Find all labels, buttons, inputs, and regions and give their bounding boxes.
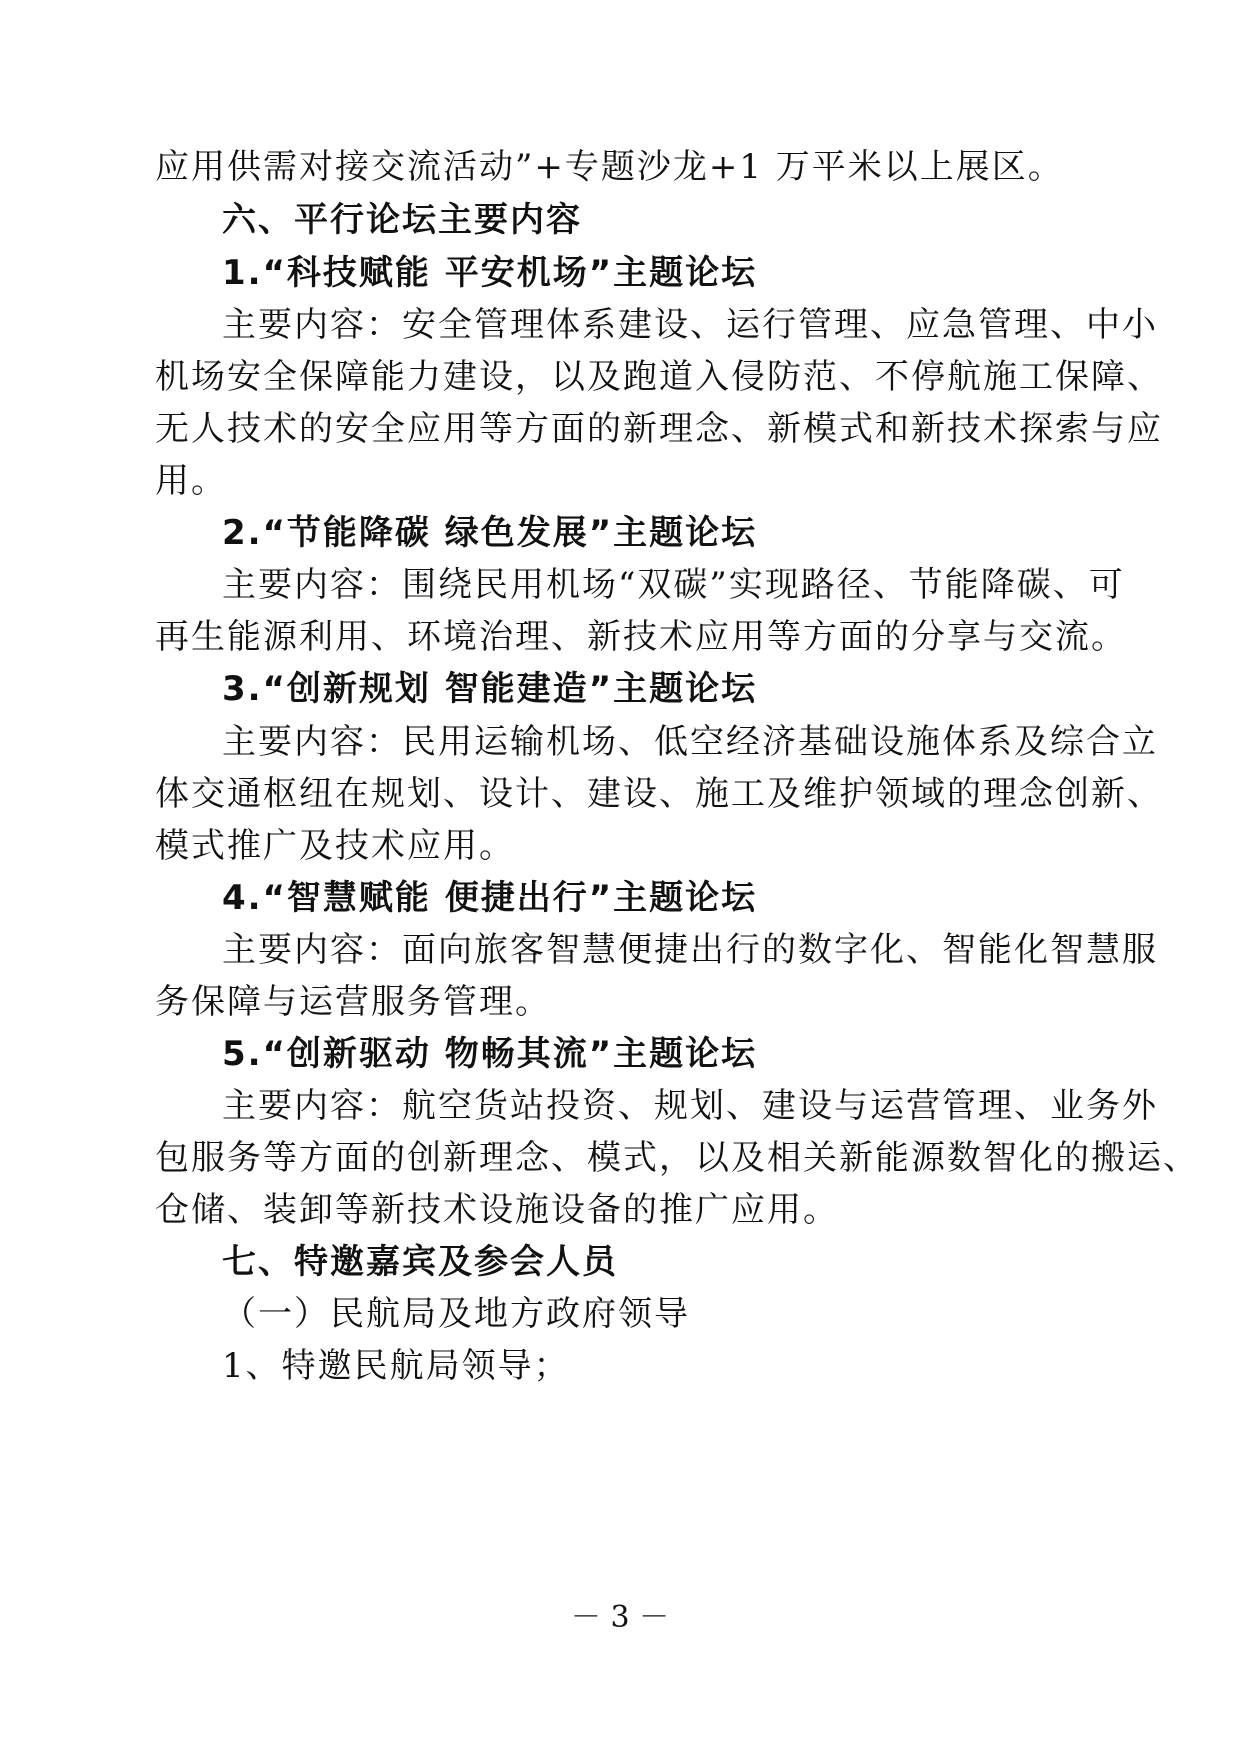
paragraph-line: 主要内容：面向旅客智慧便捷出行的数字化、智能化智慧服	[222, 930, 1158, 970]
list-item: 1、特邀民航局领导；	[222, 1346, 570, 1386]
section-heading-six: 六、平行论坛主要内容	[222, 200, 582, 240]
subsection-heading: （一）民航局及地方政府领导	[222, 1294, 690, 1334]
paragraph-line: 主要内容：航空货站投资、规划、建设与运营管理、业务外	[222, 1086, 1158, 1126]
paragraph-line: 主要内容：安全管理体系建设、运行管理、应急管理、中小	[222, 305, 1158, 345]
paragraph-line: 应用供需对接交流活动”+专题沙龙+1 万平米以上展区。	[155, 147, 1064, 187]
paragraph-line: 用。	[155, 461, 227, 501]
forum-title-3: 3.“创新规划 智能建造”主题论坛	[222, 669, 758, 709]
paragraph-line: 再生能源利用、环境治理、新技术应用等方面的分享与交流。	[155, 617, 1127, 657]
paragraph-line: 主要内容：围绕民用机场“双碳”实现路径、节能降碳、可	[222, 565, 1125, 605]
page-number: － 3 －	[570, 1600, 670, 1635]
paragraph-line: 机场安全保障能力建设，以及跑道入侵防范、不停航施工保障、	[155, 357, 1163, 397]
paragraph-line: 无人技术的安全应用等方面的新理念、新模式和新技术探索与应	[155, 409, 1163, 449]
paragraph-line: 务保障与运营服务管理。	[155, 982, 551, 1022]
paragraph-line: 仓储、装卸等新技术设施设备的推广应用。	[155, 1190, 839, 1230]
forum-title-4: 4.“智慧赋能 便捷出行”主题论坛	[222, 878, 758, 918]
paragraph-line: 模式推广及技术应用。	[155, 826, 515, 866]
paragraph-line: 主要内容：民用运输机场、低空经济基础设施体系及综合立	[222, 722, 1158, 762]
forum-title-2: 2.“节能降碳 绿色发展”主题论坛	[222, 513, 758, 553]
paragraph-line: 体交通枢纽在规划、设计、建设、施工及维护领域的理念创新、	[155, 774, 1163, 814]
paragraph-line: 包服务等方面的创新理念、模式，以及相关新能源数智化的搬运、	[155, 1138, 1199, 1178]
forum-title-5: 5.“创新驱动 物畅其流”主题论坛	[222, 1034, 758, 1074]
section-heading-seven: 七、特邀嘉宾及参会人员	[222, 1242, 618, 1282]
forum-title-1: 1.“科技赋能 平安机场”主题论坛	[222, 253, 758, 293]
